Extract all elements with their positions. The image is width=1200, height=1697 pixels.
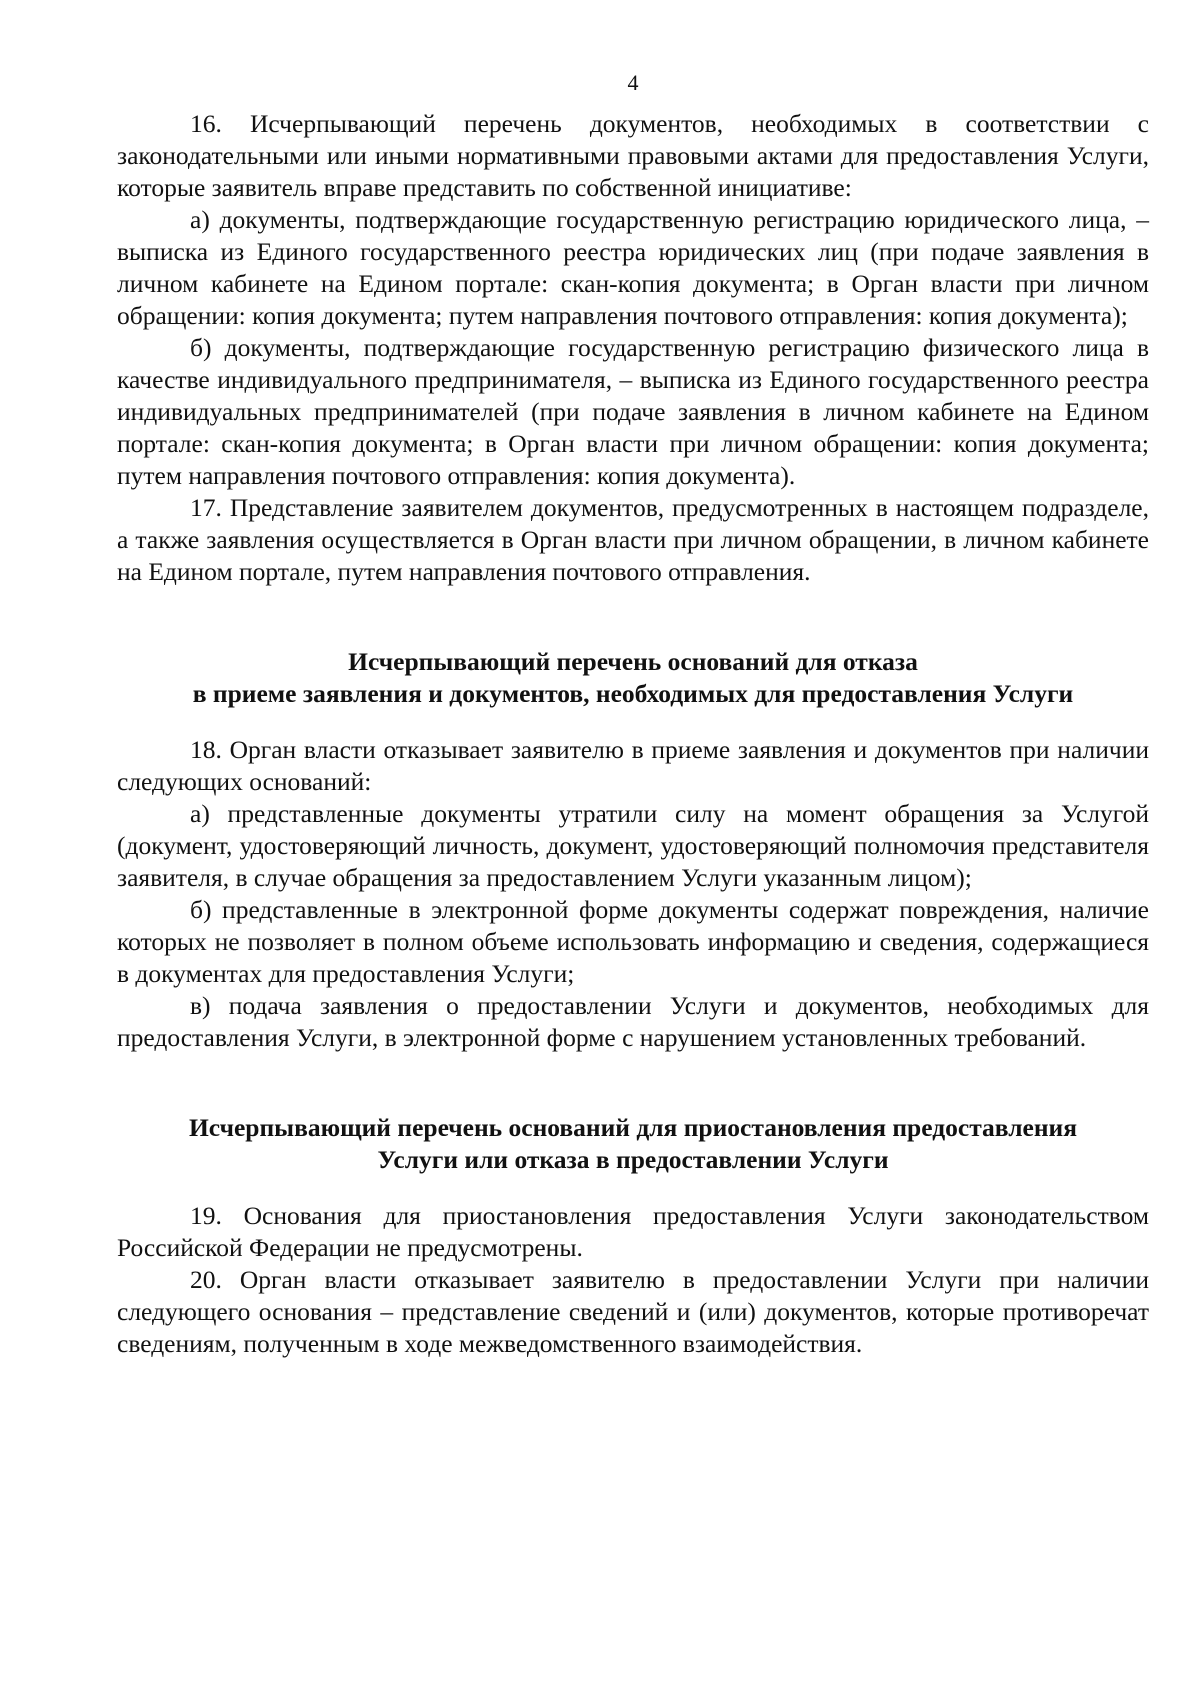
paragraph-18-a: а) представленные документы утратили силу на момент обращения за Услугой (документ, удостоверяющий личность, документ, удостоверяющий полномочия представителя заявителя, в случае обращения за предоставлением Услуги указанным лицом); <box>117 799 1149 892</box>
section-documents-list <box>117 108 1149 588</box>
paragraph-16-a: а) документы, подтверждающие государственную регистрацию юридического лица, – выписка из Единого государственного реестра юридических лиц (при подаче заявления в личном кабинете на Едином портале: скан-копия документа; в Орган власти при личном обращении: копия документа; путем направления почтового отправления: копия документа); <box>117 205 1149 330</box>
heading-line: Услуги или отказа в предоставлении Услуги <box>377 1145 889 1174</box>
document-page <box>117 70 1149 1360</box>
section-heading-suspension-refusal <box>117 1112 1149 1176</box>
paragraph-18-c: в) подача заявления о предоставлении Услуги и документов, необходимых для предоставления Услуги, в электронной форме с нарушением установленных требований. <box>117 991 1149 1052</box>
section-heading-refusal-acceptance <box>117 646 1149 710</box>
paragraph-16-b: б) документы, подтверждающие государственную регистрацию физического лица в качестве индивидуального предпринимателя, – выписка из Единого государственного реестра индивидуальных предпринимателей (при подаче заявления в личном кабинете на Едином портале: скан-копия документа; в Орган власти при личном обращении: копия документа; путем направления почтового отправления: копия документа). <box>117 333 1149 490</box>
paragraph-18-b: б) представленные в электронной форме документы содержат повреждения, наличие которых не позволяет в полном объеме использовать информацию и сведения, содержащиеся в документах для предоставления Услуги; <box>117 895 1149 988</box>
section-suspension-refusal <box>117 1200 1149 1360</box>
page-number: 4 <box>627 70 639 95</box>
heading-line: Исчерпывающий перечень оснований для отказа <box>348 647 918 676</box>
paragraph-17: 17. Представление заявителем документов, предусмотренных в настоящем подразделе, а также заявления осуществляется в Орган власти при личном обращении, в личном кабинете на Едином портале, путем направления почтового отправления. <box>117 493 1149 586</box>
paragraph-20: 20. Орган власти отказывает заявителю в предоставлении Услуги при наличии следующего основания – представление сведений и (или) документов, которые противоречат сведениям, полученным в ходе межведомственного взаимодействия. <box>117 1265 1149 1358</box>
paragraph-16: 16. Исчерпывающий перечень документов, необходимых в соответствии с законодательными или иными нормативными правовыми актами для предоставления Услуги, которые заявитель вправе представить по собственной инициативе: <box>117 109 1149 202</box>
heading-line: Исчерпывающий перечень оснований для приостановления предоставления <box>188 1113 1078 1142</box>
paragraph-19: 19. Основания для приостановления предоставления Услуги законодательством Российской Федерации не предусмотрены. <box>117 1201 1149 1262</box>
paragraph-18: 18. Орган власти отказывает заявителю в приеме заявления и документов при наличии следующих оснований: <box>117 735 1149 796</box>
section-refusal-acceptance <box>117 734 1149 1054</box>
heading-line: в приеме заявления и документов, необходимых для предоставления Услуги <box>192 679 1074 708</box>
